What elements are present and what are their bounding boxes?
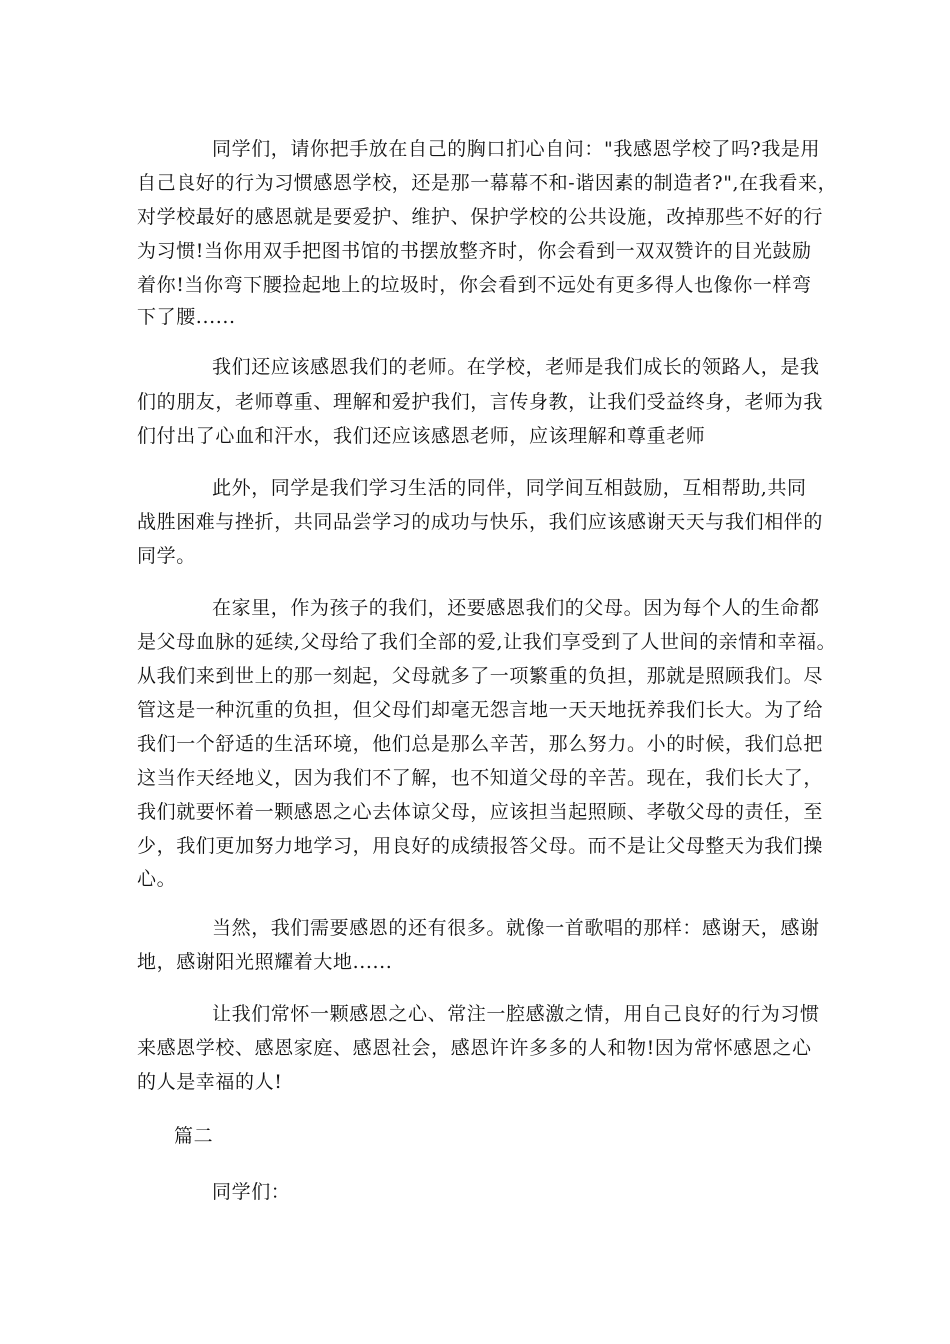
paragraph-6-line-1: 让我们常怀一颗感恩之心、常注一腔感激之情，用自己良好的行为习惯 — [212, 1003, 820, 1025]
paragraph-1-line-1: 同学们，请你把手放在自己的胸口扪心自问："我感恩学校了吗?我是用 — [212, 138, 821, 160]
paragraph-3-line-2: 战胜困难与挫折，共同品尝学习的成功与快乐，我们应该感谢天天与我们相伴的 — [137, 511, 824, 533]
paragraph-2-line-3: 们付出了心血和汗水，我们还应该感恩老师，应该理解和尊重老师 — [137, 425, 706, 447]
paragraph-6-line-2: 来感恩学校、感恩家庭、感恩社会，感恩许许多多的人和物!因为常怀感恩之心 — [137, 1037, 812, 1059]
paragraph-4-line-4: 管这是一种沉重的负担，但父母们却毫无怨言地一天天地抚养我们长大。为了给 — [137, 699, 824, 721]
paragraph-5-line-1: 当然，我们需要感恩的还有很多。就像一首歌唱的那样：感谢天，感谢 — [212, 917, 820, 939]
paragraph-4-line-8: 少，我们更加努力地学习，用良好的成绩报答父母。而不是让父母整天为我们操 — [137, 835, 824, 857]
paragraph-6-line-3: 的人是幸福的人! — [137, 1071, 283, 1093]
greeting: 同学们： — [212, 1181, 291, 1203]
paragraph-4-line-3: 从我们来到世上的那一刻起，父母就多了一项繁重的负担，那就是照顾我们。尽 — [137, 665, 824, 687]
paragraph-1-line-6: 下了腰...... — [137, 306, 236, 328]
paragraph-4-line-1: 在家里，作为孩子的我们，还要感恩我们的父母。因为每个人的生命都 — [212, 597, 820, 619]
paragraph-5-line-2: 地，感谢阳光照耀着大地...... — [137, 951, 393, 973]
paragraph-1-line-5: 着你!当你弯下腰捡起地上的垃圾时，你会看到不远处有更多得人也像你一样弯 — [137, 274, 812, 296]
paragraph-1-line-3: 对学校最好的感恩就是要爱护、维护、保护学校的公共设施，改掉那些不好的行 — [137, 206, 824, 228]
paragraph-4-line-6: 这当作天经地义，因为我们不了解，也不知道父母的辛苦。现在，我们长大了， — [137, 767, 824, 789]
paragraph-3-line-1: 此外，同学是我们学习生活的同伴，同学间互相鼓励，互相帮助,共同 — [212, 477, 807, 499]
paragraph-3-line-3: 同学。 — [137, 545, 196, 567]
paragraph-2-line-1: 我们还应该感恩我们的老师。在学校，老师是我们成长的领路人，是我 — [212, 356, 820, 378]
paragraph-2-line-2: 们的朋友，老师尊重、理解和爱护我们，言传身教，让我们受益终身，老师为我 — [137, 391, 824, 413]
paragraph-4-line-2: 是父母血脉的延续,父母给了我们全部的爱,让我们享受到了人世间的亲情和幸福。 — [137, 631, 837, 653]
paragraph-1-line-4: 为习惯!当你用双手把图书馆的书摆放整齐时，你会看到一双双赞许的目光鼓励 — [137, 240, 812, 262]
section-heading: 篇二 — [174, 1125, 214, 1147]
paragraph-4-line-5: 我们一个舒适的生活环境，他们总是那么辛苦，那么努力。小的时候，我们总把 — [137, 733, 824, 755]
paragraph-1-line-2: 自己良好的行为习惯感恩学校，还是那一幕幕不和-谐因素的制造者?",在我看来， — [137, 172, 838, 194]
paragraph-4-line-9: 心。 — [137, 868, 177, 890]
paragraph-4-line-7: 我们就要怀着一颗感恩之心去体谅父母，应该担当起照顾、孝敬父母的责任，至 — [137, 801, 824, 823]
